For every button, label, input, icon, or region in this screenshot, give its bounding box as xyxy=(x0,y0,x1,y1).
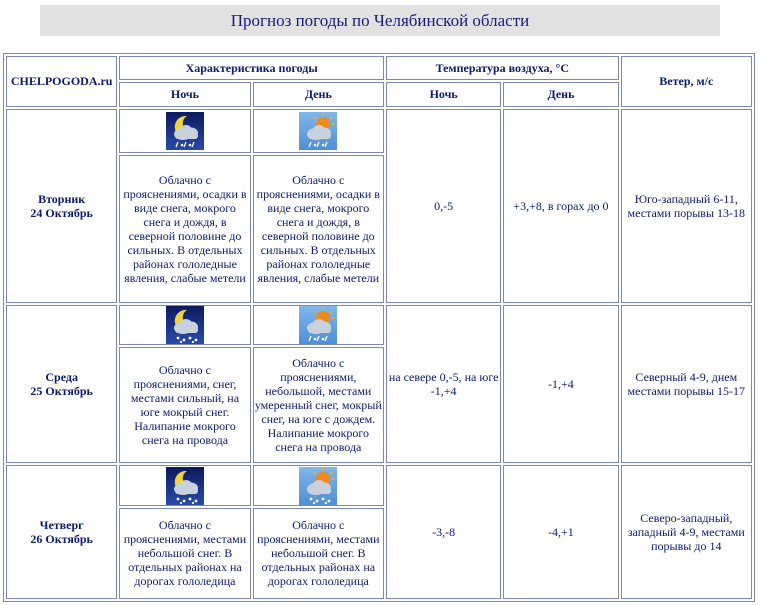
weekday: Четверг xyxy=(39,518,84,533)
day-label xyxy=(6,305,117,464)
day-icon-cell xyxy=(253,465,384,505)
day-icon-cell xyxy=(253,109,384,154)
night-icon-cell xyxy=(119,109,250,154)
wind: Юго-западный 6-11, местами порывы 13-18 xyxy=(621,109,752,303)
weekday: Среда xyxy=(45,370,78,385)
day-description: Облачно с прояснениями, местами небольшой снег. В отдельных районах на дорогах гололедица xyxy=(253,508,384,599)
header-temp-day: День xyxy=(503,82,618,106)
day-label xyxy=(6,465,117,599)
day-icon-cell xyxy=(253,305,384,345)
forecast-table xyxy=(3,53,755,602)
date: 24 Октябрь xyxy=(30,205,93,220)
brand-link[interactable]: CHELPOGODA.ru xyxy=(6,56,117,107)
night-moon-cloud-snow-rain-icon xyxy=(166,112,204,150)
weekday: Вторник xyxy=(38,191,86,206)
temp-day: -4,+1 xyxy=(503,465,618,599)
temp-day: -1,+4 xyxy=(503,305,618,464)
wind: Северный 4-9, днем местами порывы 15-17 xyxy=(621,305,752,464)
night-icon-cell xyxy=(119,465,250,505)
temp-day: +3,+8, в горах до 0 xyxy=(503,109,618,303)
header-wind: Ветер, м/с xyxy=(621,56,752,107)
date: 26 Октябрь xyxy=(30,532,93,547)
day-sun-cloud-snow-icon xyxy=(299,467,337,505)
night-description: Облачно с прояснениями, местами небольшой снег. В отдельных районах на дорогах гололедица xyxy=(119,508,250,599)
header-weather-night: Ночь xyxy=(119,82,250,106)
header-temp-night: Ночь xyxy=(386,82,501,106)
temp-night: на севере 0,-5, на юге -1,+4 xyxy=(386,305,501,464)
temp-night: 0,-5 xyxy=(386,109,501,303)
night-moon-cloud-snow-icon xyxy=(166,467,204,505)
header-weather-day: День xyxy=(253,82,384,106)
header-weather: Характеристика погоды xyxy=(119,56,384,80)
day-sun-cloud-snow-rain-icon xyxy=(299,306,337,344)
day-description: Облачно с прояснениями, осадки в виде снега, мокрого снега и дождя, в северной половине до сильных. В отдельных районах гололедные явления, слабые метели xyxy=(253,155,384,303)
wind: Северо-западный, западный 4-9, местами порывы до 14 xyxy=(621,465,752,599)
day-description: Облачно с прояснениями, небольшой, местами умеренный снег, мокрый снег, на юге с дождем. Налипание мокрого снега на провода xyxy=(253,347,384,463)
temp-night: -3,-8 xyxy=(386,465,501,599)
night-description: Облачно с прояснениями, осадки в виде снега, мокрого снега и дождя, в северной половине до сильных. В отдельных районах гололедные явления, слабые метели xyxy=(119,155,250,303)
night-moon-cloud-snow-icon xyxy=(166,306,204,344)
day-label xyxy=(6,109,117,303)
page-title: Прогноз погоды по Челябинской области xyxy=(40,5,720,36)
night-description: Облачно с прояснениями, снег, местами сильный, на юге мокрый снег. Налипание мокрого снега на провода xyxy=(119,347,250,463)
date: 25 Октябрь xyxy=(30,384,93,399)
day-sun-cloud-snow-rain-icon xyxy=(299,112,337,150)
night-icon-cell xyxy=(119,305,250,345)
header-temperature: Температура воздуха, °C xyxy=(386,56,619,80)
